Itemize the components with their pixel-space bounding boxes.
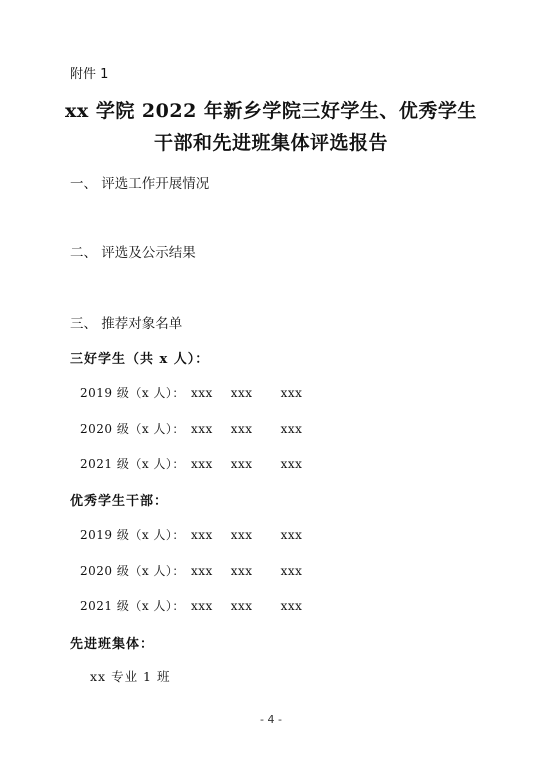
sanhao-row-2020 [80, 420, 302, 437]
section-heading-2: 二、 评选及公示结果 [70, 245, 196, 261]
banjiti-item: xx 专业 1 班 [90, 669, 171, 684]
page-number: - 4 - [260, 713, 282, 726]
student-name: xxx [230, 386, 253, 400]
attachment-label: 附件 1 [70, 67, 109, 82]
student-name: xxx [230, 528, 253, 542]
document-title-line-2: 干部和先进班集体评选报告 [153, 132, 388, 154]
student-name: xxx [190, 386, 213, 400]
student-name: xxx [230, 457, 253, 471]
section-heading-1: 一、 评选工作开展情况 [70, 176, 210, 192]
grade-label: 2020 级（x 人）： [80, 422, 185, 436]
student-name: xxx [280, 599, 303, 613]
student-name: xxx [280, 422, 303, 436]
student-name: xxx [190, 564, 213, 578]
student-name: xxx [190, 422, 213, 436]
student-name: xxx [280, 564, 303, 578]
sanhao-row-2019 [80, 384, 302, 401]
student-name: xxx [190, 528, 213, 542]
ganbu-heading: 优秀学生干部： [70, 494, 169, 509]
student-name: xxx [230, 599, 253, 613]
ganbu-row-2021 [80, 597, 302, 614]
student-name: xxx [280, 528, 303, 542]
grade-label: 2021 级（x 人）： [80, 457, 185, 471]
document-title-line-1: xx 学院 2022 年新乡学院三好学生、优秀学生 [65, 100, 477, 122]
student-name: xxx [190, 457, 213, 471]
student-name: xxx [280, 457, 303, 471]
ganbu-row-2020 [80, 562, 302, 579]
sanhao-row-2021 [80, 455, 302, 472]
ganbu-row-2019 [80, 526, 302, 543]
grade-label: 2020 级（x 人）： [80, 564, 185, 578]
grade-label: 2021 级（x 人）： [80, 599, 185, 613]
sanhao-heading: 三好学生（共 x 人）： [70, 352, 210, 367]
student-name: xxx [190, 599, 213, 613]
banjiti-heading: 先进班集体： [70, 637, 155, 652]
section-heading-3: 三、 推荐对象名单 [70, 316, 183, 332]
grade-label: 2019 级（x 人）： [80, 528, 185, 542]
student-name: xxx [230, 564, 253, 578]
grade-label: 2019 级（x 人）： [80, 386, 185, 400]
student-name: xxx [280, 386, 303, 400]
student-name: xxx [230, 422, 253, 436]
